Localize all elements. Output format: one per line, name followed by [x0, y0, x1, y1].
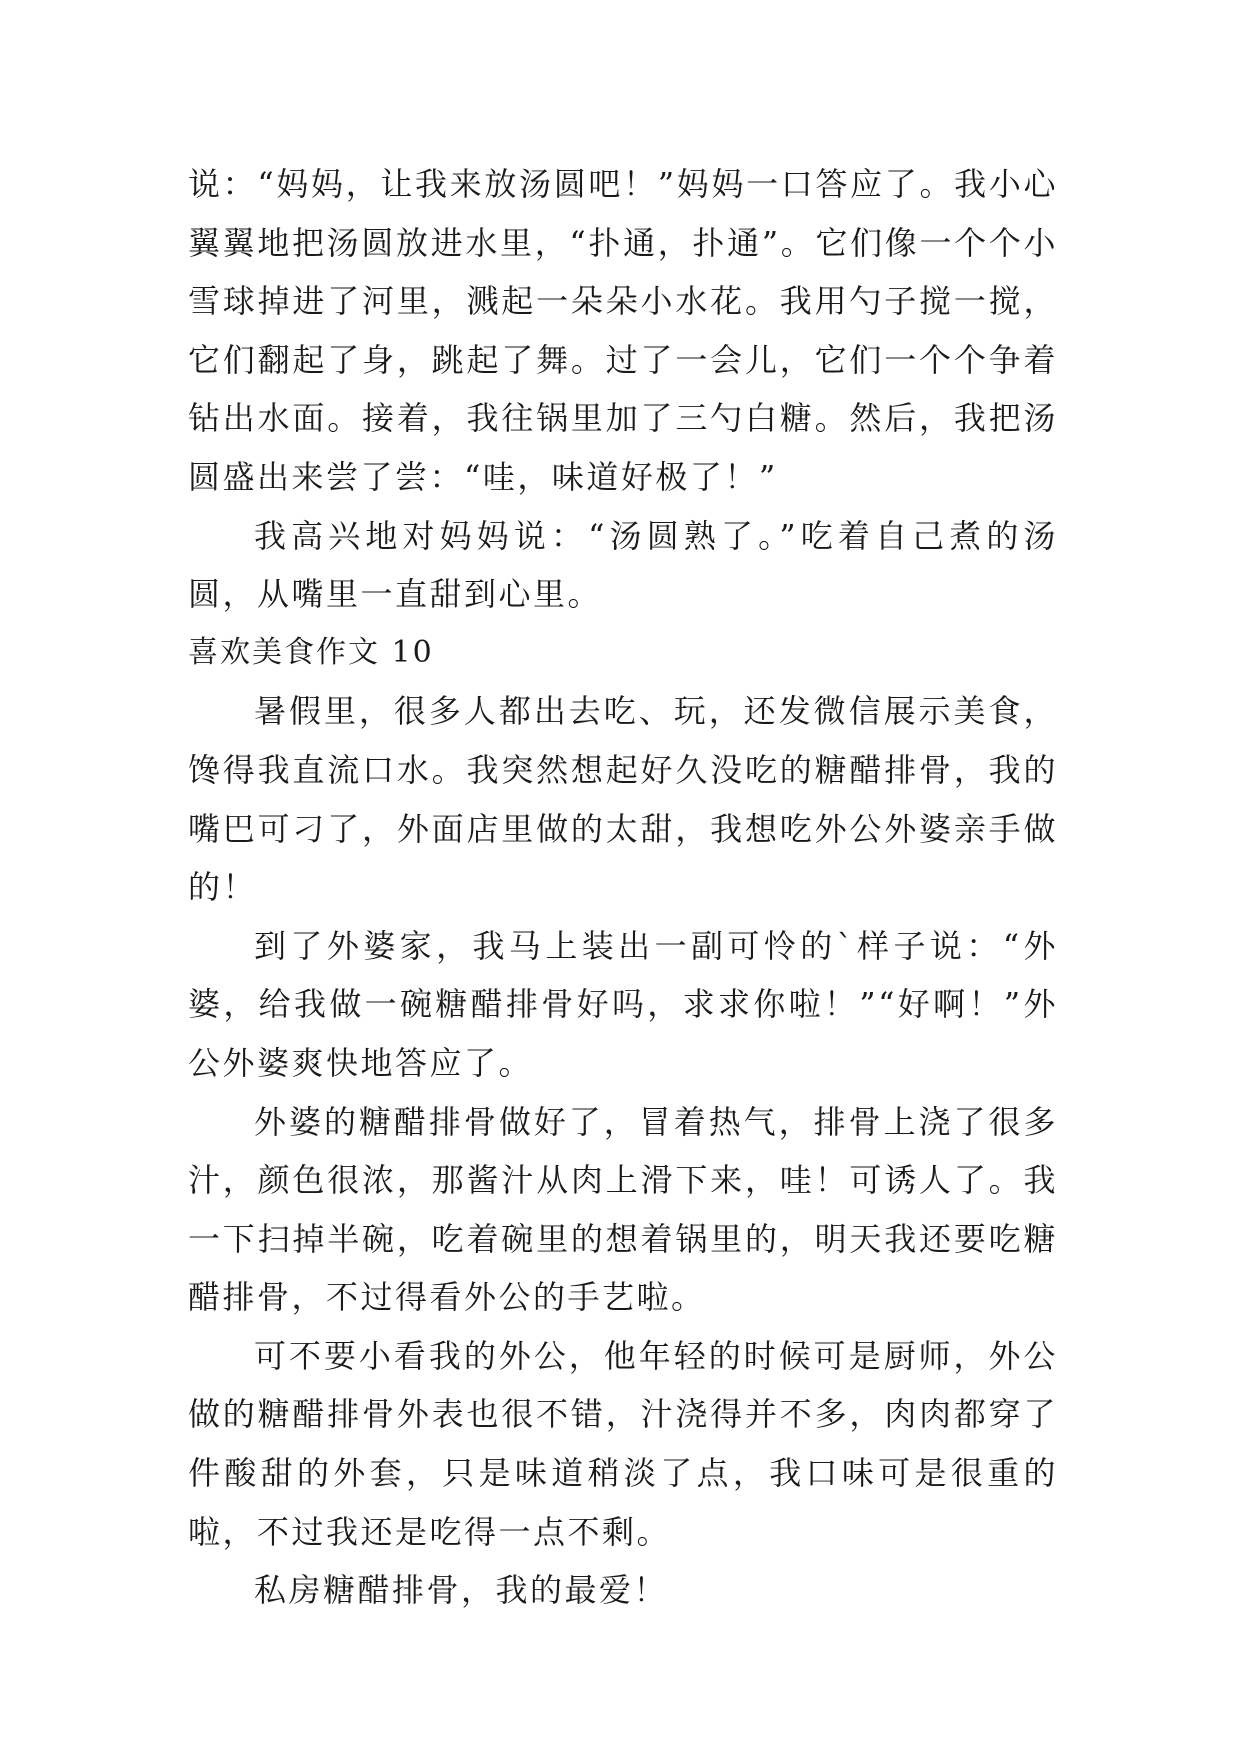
paragraph: 私房糖醋排骨，我的最爱！: [254, 1571, 669, 1610]
paragraph-continuation: 说：“妈妈，让我来放汤圆吧！”妈妈一口答应了。我小心翼翼地把汤圆放进水里，“扑通，扑通”。它们像一个个小雪球掉进了河里，溅起一朵朵小水花。我用勺子搅一搅，它们翻起了身，跳起了舞。过了一会儿，它们一个个争着钻出水面。接着，我往锅里加了三勺白糖。然后，我把汤圆盛出来尝了尝：“哇，味道好极了！”: [188, 165, 1058, 496]
paragraph: 到了外婆家，我马上装出一副可怜的`样子说：“外婆，给我做一碗糖醋排骨好吗，求求你啦！”“好啊！”外公外婆爽快地答应了。: [188, 926, 1058, 1082]
paragraph: 可不要小看我的外公，他年轻的时候可是厨师，外公做的糖醋排骨外表也很不错，汁浇得并不多，肉肉都穿了件酸甜的外套，只是味道稍淡了点，我口味可是很重的啦，不过我还是吃得一点不剩。: [188, 1336, 1058, 1551]
section-heading: 喜欢美食作文 10: [188, 634, 434, 670]
paragraph: 我高兴地对妈妈说：“汤圆熟了。”吃着自己煮的汤圆，从嘴里一直甜到心里。: [188, 516, 1058, 614]
paragraph: 暑假里，很多人都出去吃、玩，还发微信展示美食，馋得我直流口水。我突然想起好久没吃的糖醋排骨，我的嘴巴可刁了，外面店里做的太甜，我想吃外公外婆亲手做的！: [188, 692, 1058, 907]
document-body: [188, 155, 1058, 1620]
paragraph: 外婆的糖醋排骨做好了，冒着热气，排骨上浇了很多汁，颜色很浓，那酱汁从肉上滑下来，哇！可诱人了。我一下扫掉半碗，吃着碗里的想着锅里的，明天我还要吃糖醋排骨，不过得看外公的手艺啦。: [188, 1102, 1058, 1317]
